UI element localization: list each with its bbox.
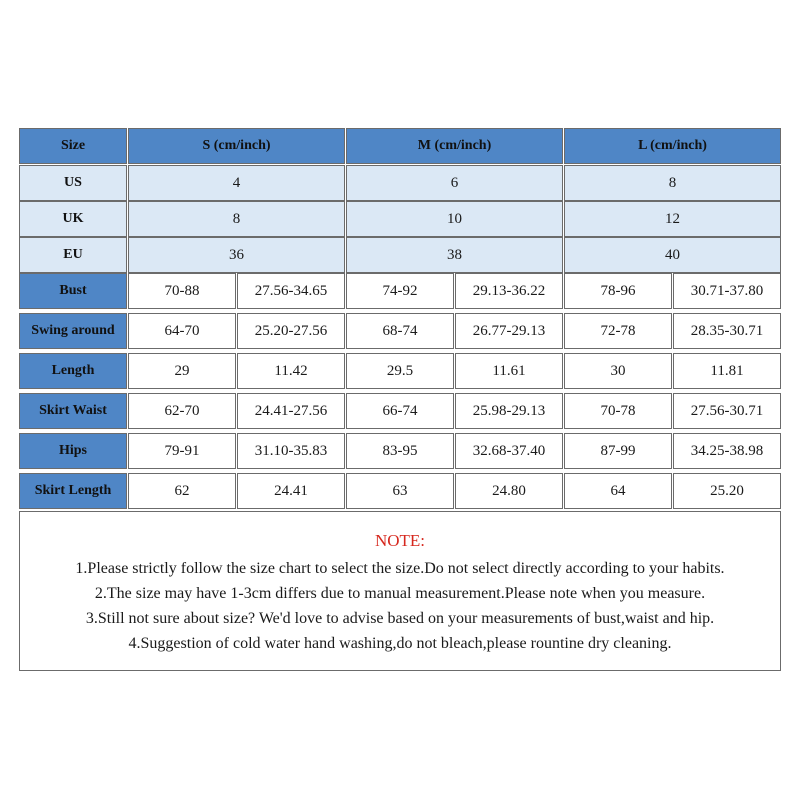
table-cell: 62-70 bbox=[128, 393, 236, 429]
table-cell: 79-91 bbox=[128, 433, 236, 469]
bust-row bbox=[19, 273, 781, 309]
skirt-waist-row bbox=[19, 393, 781, 429]
eu-row bbox=[19, 237, 781, 273]
table-cell: 29 bbox=[128, 353, 236, 389]
eu-m-value: 38 bbox=[346, 237, 563, 273]
table-cell: 27.56-30.71 bbox=[673, 393, 781, 429]
table-cell: 68-74 bbox=[346, 313, 454, 349]
note-line: 3.Still not sure about size? We'd love to advise based on your measurements of bust,waist and hip. bbox=[85, 610, 715, 627]
size-header: Size bbox=[19, 128, 127, 164]
us-m-value: 6 bbox=[346, 165, 563, 201]
table-cell: 70-78 bbox=[564, 393, 672, 429]
table-cell: 64-70 bbox=[128, 313, 236, 349]
row-label: Skirt Waist bbox=[19, 393, 127, 429]
hips-row bbox=[19, 433, 781, 469]
table-cell: 24.41 bbox=[237, 473, 345, 509]
table-cell: 78-96 bbox=[564, 273, 672, 309]
table-cell: 32.68-37.40 bbox=[455, 433, 563, 469]
table-cell: 83-95 bbox=[346, 433, 454, 469]
size-chart bbox=[19, 128, 781, 671]
row-label: Skirt Length bbox=[19, 473, 127, 509]
note-line: 1.Please strictly follow the size chart to select the size.Do not select directly according to your habits. bbox=[75, 560, 725, 577]
size-s-header: S (cm/inch) bbox=[128, 128, 345, 164]
table-cell: 64 bbox=[564, 473, 672, 509]
header-row bbox=[19, 128, 781, 164]
table-cell: 30 bbox=[564, 353, 672, 389]
eu-s-value: 36 bbox=[128, 237, 345, 273]
row-label: Bust bbox=[19, 273, 127, 309]
row-label: EU bbox=[19, 237, 127, 273]
table-cell: 87-99 bbox=[564, 433, 672, 469]
us-s-value: 4 bbox=[128, 165, 345, 201]
table-cell: 25.20-27.56 bbox=[237, 313, 345, 349]
table-cell: 25.20 bbox=[673, 473, 781, 509]
table-cell: 62 bbox=[128, 473, 236, 509]
table-cell: 27.56-34.65 bbox=[237, 273, 345, 309]
table-cell: 63 bbox=[346, 473, 454, 509]
note-line: 2.The size may have 1-3cm differs due to manual measurement.Please note when you measure. bbox=[94, 585, 706, 602]
table-cell: 26.77-29.13 bbox=[455, 313, 563, 349]
table-cell: 70-88 bbox=[128, 273, 236, 309]
size-m-header: M (cm/inch) bbox=[346, 128, 563, 164]
table-cell: 74-92 bbox=[346, 273, 454, 309]
note-box bbox=[19, 511, 781, 671]
table-cell: 24.80 bbox=[455, 473, 563, 509]
table-cell: 72-78 bbox=[564, 313, 672, 349]
row-label: US bbox=[19, 165, 127, 201]
row-label: Length bbox=[19, 353, 127, 389]
row-label: UK bbox=[19, 201, 127, 237]
table-cell: 30.71-37.80 bbox=[673, 273, 781, 309]
us-l-value: 8 bbox=[564, 165, 781, 201]
table-cell: 11.81 bbox=[673, 353, 781, 389]
table-cell: 28.35-30.71 bbox=[673, 313, 781, 349]
table-cell: 29.13-36.22 bbox=[455, 273, 563, 309]
table-cell: 11.61 bbox=[455, 353, 563, 389]
table-cell: 24.41-27.56 bbox=[237, 393, 345, 429]
uk-s-value: 8 bbox=[128, 201, 345, 237]
uk-row bbox=[19, 201, 781, 237]
table-cell: 34.25-38.98 bbox=[673, 433, 781, 469]
uk-l-value: 12 bbox=[564, 201, 781, 237]
table-cell: 29.5 bbox=[346, 353, 454, 389]
size-l-header: L (cm/inch) bbox=[564, 128, 781, 164]
row-label: Hips bbox=[19, 433, 127, 469]
table-cell: 11.42 bbox=[237, 353, 345, 389]
length-row bbox=[19, 353, 781, 389]
note-title: NOTE: bbox=[374, 531, 426, 550]
uk-m-value: 10 bbox=[346, 201, 563, 237]
swing-around-row bbox=[19, 313, 781, 349]
table-cell: 31.10-35.83 bbox=[237, 433, 345, 469]
note-line: 4.Suggestion of cold water hand washing,do not bleach,please rountine dry cleaning. bbox=[128, 635, 672, 652]
skirt-length-row bbox=[19, 473, 781, 509]
eu-l-value: 40 bbox=[564, 237, 781, 273]
row-label: Swing around bbox=[19, 313, 127, 349]
us-row bbox=[19, 165, 781, 201]
table-cell: 66-74 bbox=[346, 393, 454, 429]
table-cell: 25.98-29.13 bbox=[455, 393, 563, 429]
